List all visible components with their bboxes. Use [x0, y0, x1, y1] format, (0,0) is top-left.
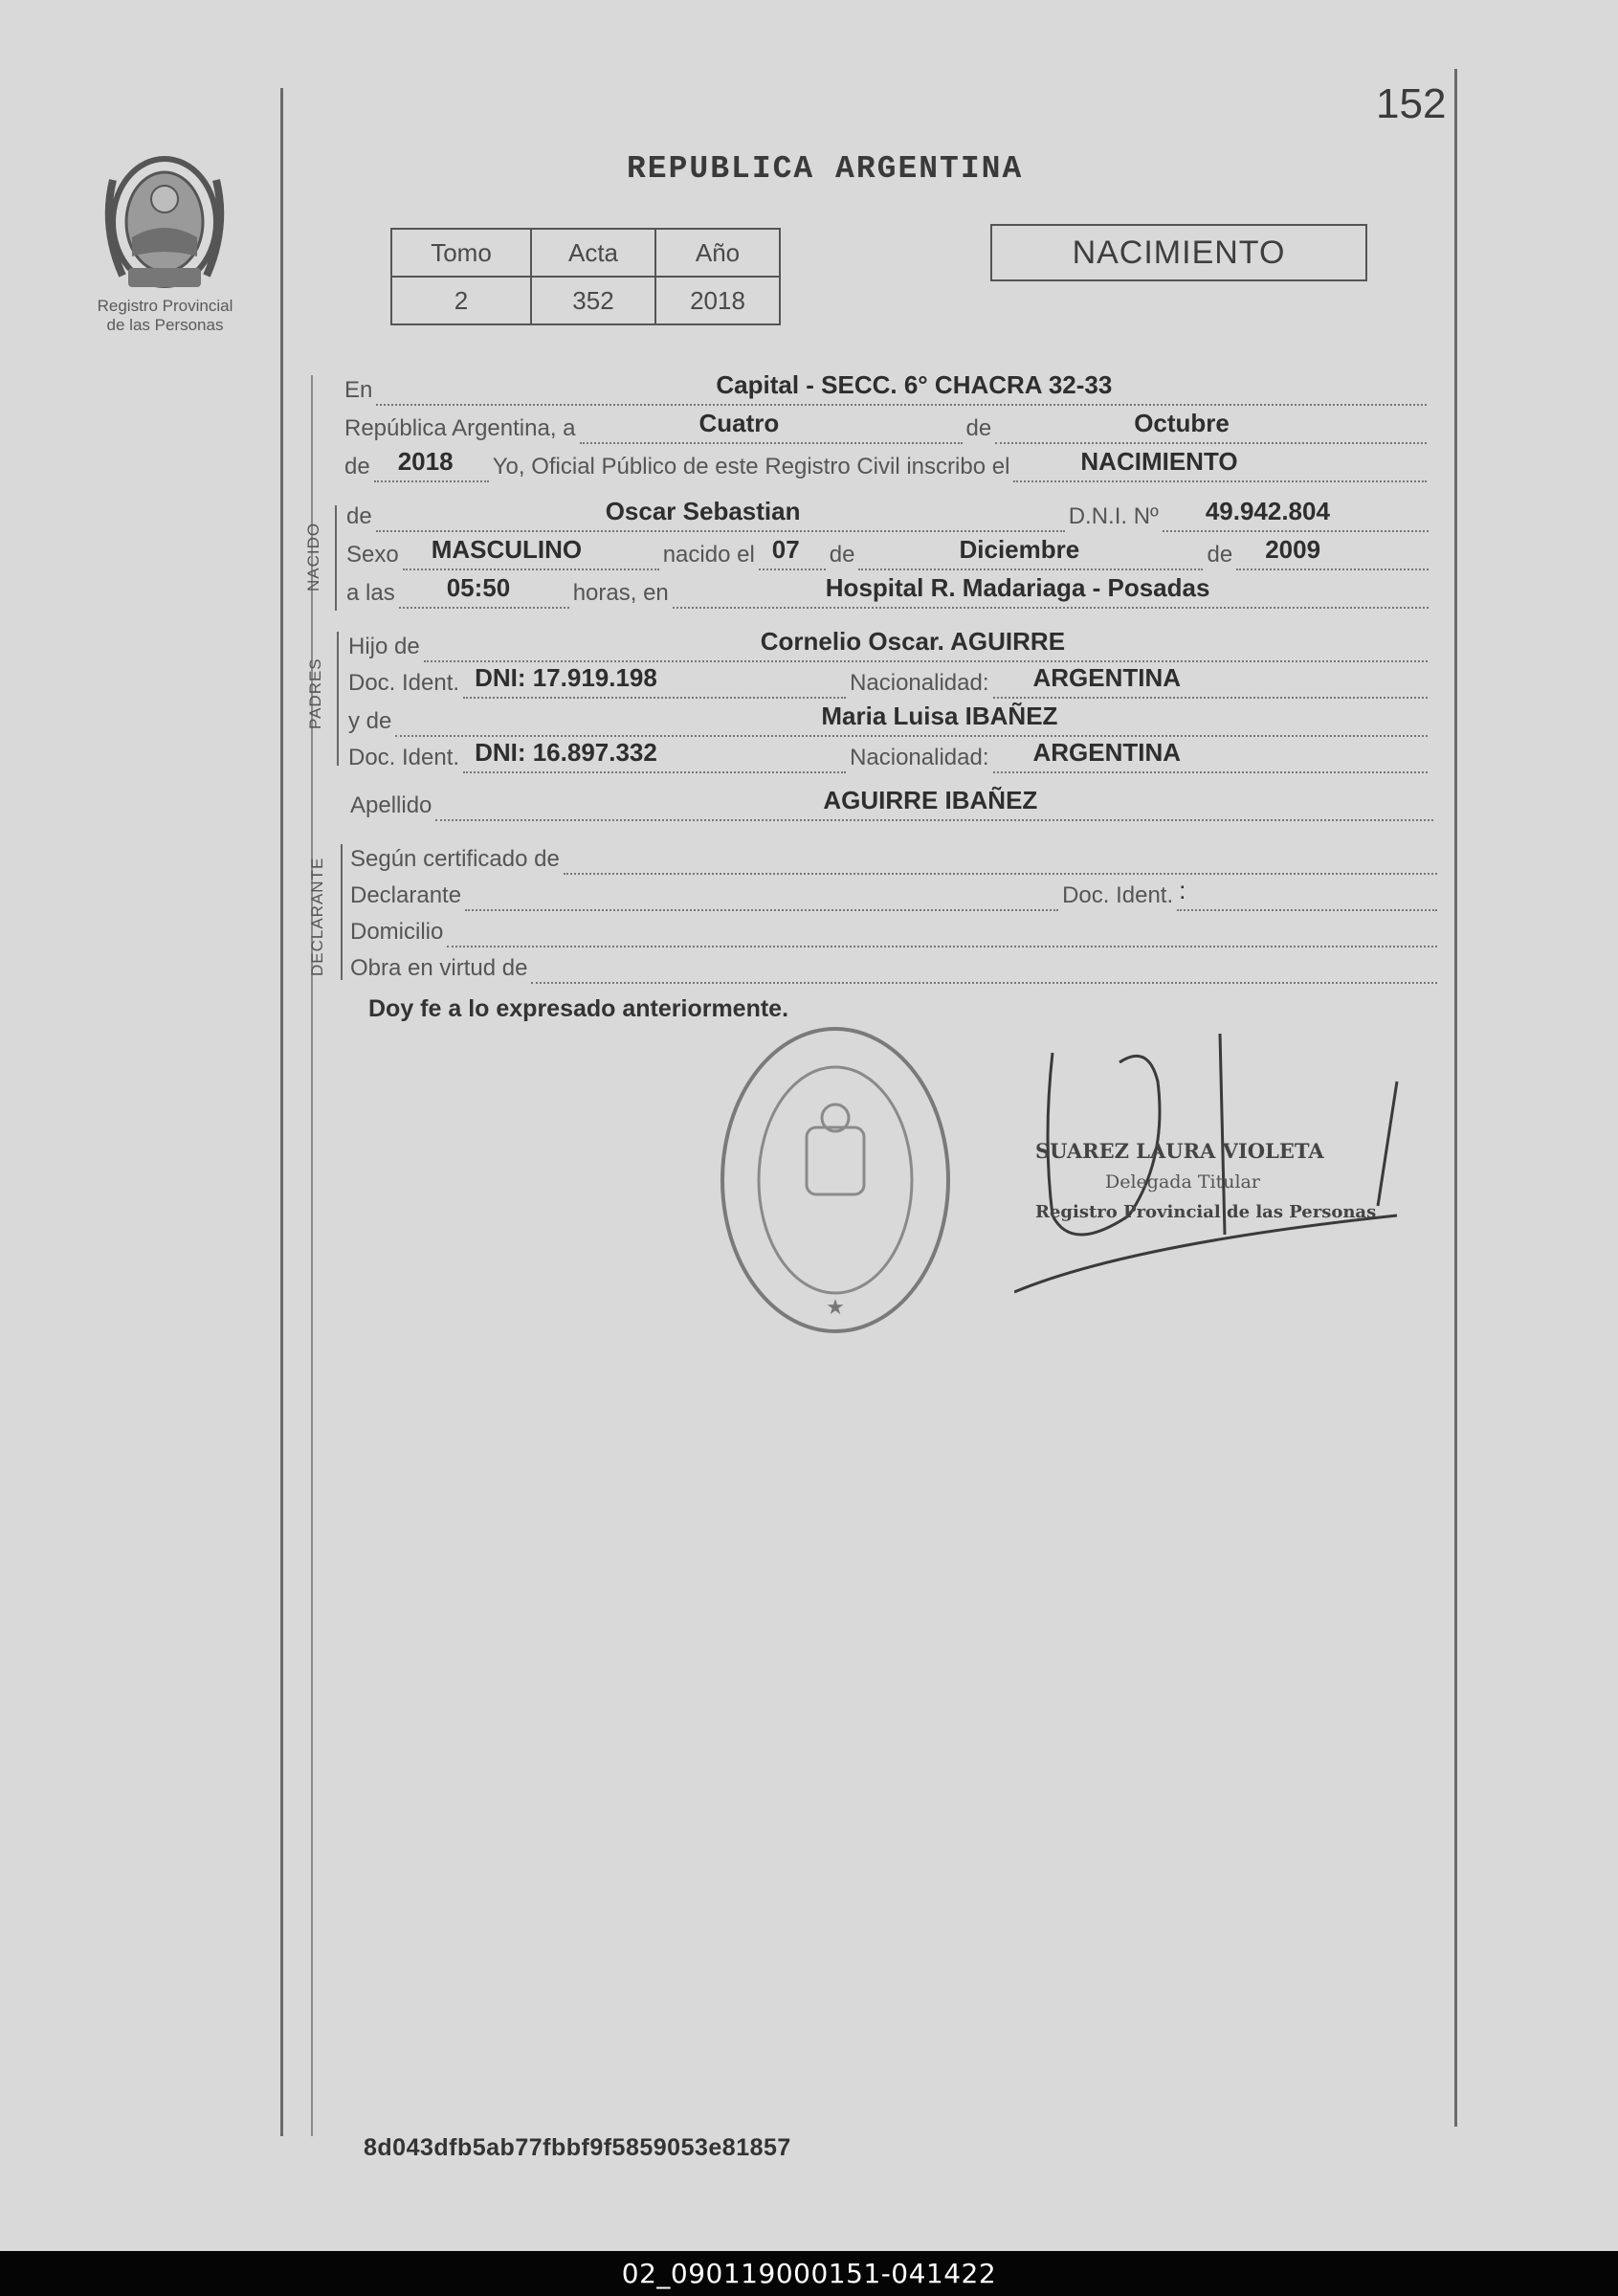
name-field	[376, 497, 1065, 532]
time-field	[399, 573, 569, 609]
acta-header: Acta	[531, 229, 655, 277]
time-value: 05:50	[446, 573, 511, 602]
declarante-row	[350, 877, 1441, 911]
signatory-name: SUAREZ LAURA VIOLETA	[1035, 1139, 1324, 1163]
domicilio-label: Domicilio	[350, 919, 444, 945]
obra-row	[350, 949, 1441, 984]
apellido-field	[435, 786, 1433, 821]
mother-nat-value: ARGENTINA	[1032, 738, 1182, 767]
hijo-de-label: Hijo de	[348, 634, 420, 659]
mother-doc-field	[463, 738, 846, 773]
mother-doc-row	[348, 739, 1431, 773]
year-row	[344, 448, 1430, 482]
sexo-value: MASCULINO	[431, 535, 583, 564]
y-de-row	[348, 702, 1431, 737]
declarante-bracket	[341, 844, 343, 980]
document-title: REPUBLICA ARGENTINA	[627, 151, 1024, 187]
reference-table	[390, 228, 781, 325]
nacido-bracket	[335, 505, 337, 611]
certificado-label: Según certificado de	[350, 846, 560, 872]
day-field	[580, 409, 963, 444]
father-nat-field	[993, 663, 1429, 699]
year-field	[374, 447, 489, 482]
day-value: Cuatro	[698, 409, 780, 437]
declarante-doc-value: :	[1179, 876, 1186, 904]
domicilio-row	[350, 913, 1441, 947]
anio-header: Año	[655, 229, 780, 277]
mother-nat-label: Nacionalidad:	[850, 745, 989, 770]
sexo-label: Sexo	[346, 542, 399, 568]
officer-text: Yo, Oficial Público de este Registro Civil inscribo el	[492, 454, 1010, 479]
left-margin-rule	[280, 88, 283, 2136]
dni-field	[1163, 497, 1429, 532]
sexo-field	[403, 535, 659, 570]
declarante-label: Declarante	[350, 882, 462, 908]
dni-value: 49.942.804	[1205, 497, 1330, 525]
month-field	[995, 409, 1427, 444]
father-doc-label: Doc. Ident.	[348, 670, 460, 696]
birth-place-field	[673, 573, 1429, 609]
footer-bar	[0, 2251, 1618, 2296]
month-value: Octubre	[1134, 409, 1230, 437]
obra-label: Obra en virtud de	[350, 955, 528, 981]
father-doc-field	[463, 663, 846, 699]
birth-year-value: 2009	[1265, 535, 1321, 564]
page-number: 152	[1376, 80, 1447, 127]
birth-day-field	[759, 535, 826, 570]
mother-doc-label: Doc. Ident.	[348, 745, 460, 770]
father-doc-value: DNI: 17.919.198	[475, 663, 657, 692]
birth-de-label: de	[829, 542, 855, 568]
father-value: Cornelio Oscar. AGUIRRE	[760, 627, 1066, 656]
horas-label: horas, en	[572, 580, 669, 606]
inner-left-rule	[311, 375, 313, 2136]
signature-icon	[1014, 1024, 1416, 1311]
date-row	[344, 410, 1430, 444]
birth-year-de-label: de	[1207, 542, 1233, 568]
emblem-caption	[67, 297, 263, 335]
domicilio-field	[447, 915, 1437, 947]
footer-id: 02_090119000151-041422	[621, 2258, 997, 2289]
emblem-caption-line2: de las Personas	[106, 316, 224, 334]
father-doc-row	[348, 664, 1431, 699]
declarante-doc-field	[1177, 876, 1437, 911]
place-field	[376, 370, 1427, 406]
tomo-header: Tomo	[391, 229, 531, 277]
svg-text:★: ★	[826, 1296, 845, 1320]
father-nat-value: ARGENTINA	[1032, 663, 1182, 692]
anio-value: 2018	[655, 277, 780, 324]
hora-row	[346, 574, 1432, 609]
signatory-office: Registro Provincial de las Personas	[1035, 1202, 1377, 1222]
mother-field	[395, 704, 1428, 737]
nacido-el-label: nacido el	[662, 542, 755, 568]
inscribed-value: NACIMIENTO	[1080, 447, 1238, 476]
nacido-de-label: de	[346, 503, 372, 529]
father-field	[424, 627, 1428, 662]
de-year-label: de	[344, 454, 370, 479]
de-label: de	[965, 415, 992, 441]
document-hash: 8d043dfb5ab77fbbf9f5859053e81857	[364, 2134, 791, 2161]
obra-field	[531, 951, 1437, 984]
emblem-caption-line1: Registro Provincial	[97, 297, 233, 315]
birth-place-value: Hospital R. Madariaga - Posadas	[825, 573, 1210, 602]
certificado-field	[564, 842, 1437, 875]
misiones-emblem-icon	[94, 142, 235, 297]
inscribed-field	[1013, 447, 1427, 482]
y-de-label: y de	[348, 708, 392, 734]
nacido-section-label: NACIDO	[304, 522, 322, 591]
nombre-row	[346, 498, 1432, 532]
declarante-doc-label: Doc. Ident.	[1062, 882, 1174, 908]
dni-label: D.N.I. Nº	[1068, 503, 1159, 529]
mother-doc-value: DNI: 16.897.332	[475, 738, 657, 767]
father-nat-label: Nacionalidad:	[850, 670, 989, 696]
closing-statement: Doy fe a lo expresado anteriormente.	[368, 995, 789, 1022]
padres-bracket	[337, 632, 339, 766]
right-margin-rule	[1454, 69, 1457, 2127]
apellido-value: AGUIRRE IBAÑEZ	[823, 786, 1038, 814]
sexo-row	[346, 536, 1432, 570]
tomo-value: 2	[391, 277, 531, 324]
declarante-field	[465, 879, 1058, 911]
republica-label: República Argentina, a	[344, 415, 576, 441]
registry-seal-icon	[716, 1022, 955, 1338]
birth-month-value: Diciembre	[959, 535, 1080, 564]
apellido-label: Apellido	[350, 792, 432, 818]
mother-nat-field	[993, 738, 1429, 773]
certificado-row	[350, 840, 1441, 875]
mother-value: Maria Luisa IBAÑEZ	[821, 702, 1058, 730]
birth-day-value: 07	[771, 535, 800, 564]
hijo-de-row	[348, 628, 1431, 662]
birth-month-field	[858, 535, 1203, 570]
signatory-role: Delegada Titular	[1105, 1171, 1260, 1193]
en-label: En	[344, 377, 373, 403]
en-row	[344, 371, 1430, 406]
declarante-section-label: DECLARANTE	[308, 857, 326, 976]
apellido-row	[350, 787, 1437, 821]
padres-section-label: PADRES	[306, 658, 324, 729]
a-las-label: a las	[346, 580, 395, 606]
year-value: 2018	[397, 447, 454, 476]
acta-value: 352	[531, 277, 655, 324]
act-type-box: NACIMIENTO	[990, 224, 1367, 281]
name-value: Oscar Sebastian	[605, 497, 801, 525]
place-value: Capital - SECC. 6° CHACRA 32-33	[716, 370, 1113, 399]
birth-year-field	[1236, 535, 1429, 570]
